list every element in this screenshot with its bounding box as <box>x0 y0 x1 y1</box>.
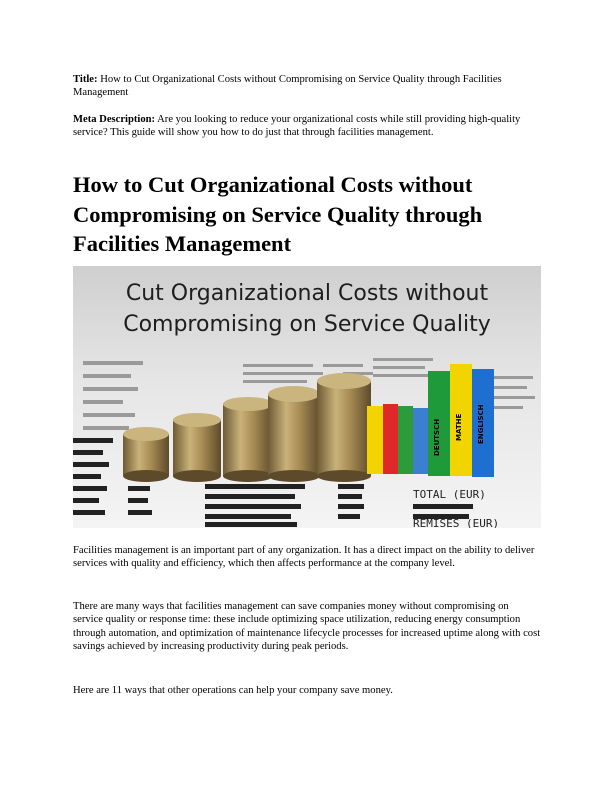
meta-title-label: Title: <box>73 74 98 85</box>
hero-caption-line-2: Compromising on Service Quality <box>123 312 491 337</box>
meta-description <box>73 113 541 140</box>
meta-description-text: Are you looking to reduce your organizational costs while still providing high-quality service? This guide will show you how to do just that through facilities management. <box>73 114 521 139</box>
article-heading: How to Cut Organizational Costs without Compromising on Service Quality through Facilities Management <box>73 172 483 256</box>
hero-caption-line-1: Cut Organizational Costs without <box>125 281 489 306</box>
body-paragraph-2: There are many ways that facilities management can save companies money without compromising on service quality or response time: these include optimizing space utilization, reducing energy consumption through automation, and optimization of maintenance lifecycle processes for increased uptime along with cost savings achieved by increasing productivity during peak periods. <box>73 601 541 653</box>
book-label-englisch: ENGLISCH <box>477 404 485 444</box>
receipt-remises-text: REMISES (EUR) <box>413 517 500 528</box>
coin-stack-5 <box>317 373 371 482</box>
receipt-total-text: TOTAL (EUR) <box>413 488 486 501</box>
meta-title-text: How to Cut Organizational Costs without Compromising on Service Quality through Facilities Management <box>73 74 502 99</box>
book-label-deutsch: DEUTSCH <box>433 418 441 456</box>
meta-title <box>73 73 541 100</box>
coin-stack-4 <box>268 386 320 482</box>
book-label-mathe: MATHE <box>455 413 463 441</box>
coin-stack-2 <box>173 413 221 482</box>
hero-caption <box>73 278 541 340</box>
meta-description-label: Meta Description: <box>73 114 156 125</box>
body-paragraph-3: Here are 11 ways that other operations can help your company save money. <box>73 685 393 696</box>
hero-image <box>73 266 541 528</box>
body-paragraph-1: Facilities management is an important part of any organization. It has a direct impact on the ability to deliver services with quality and efficiency, which then affects performance at the company level. <box>73 545 535 570</box>
coin-stack-3 <box>223 397 273 482</box>
coin-stack-1 <box>123 427 169 482</box>
